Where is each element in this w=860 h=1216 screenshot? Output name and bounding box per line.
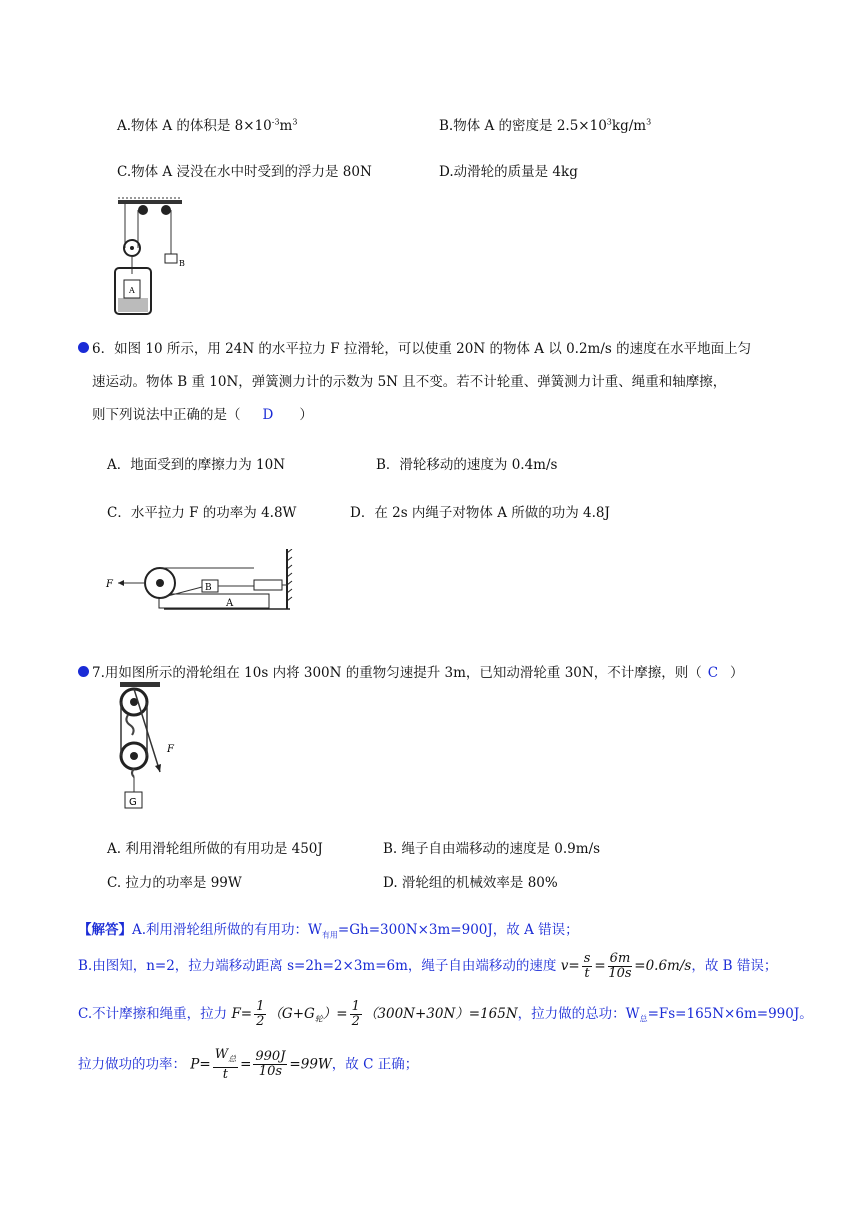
q6-answer: D <box>262 407 274 423</box>
q5-pulley-figure <box>110 196 200 318</box>
q6-fig-label-b: B <box>205 583 212 593</box>
q6-stem-line1: 6．如图 10 所示，用 24N 的水平拉力 F 拉滑轮，可以使重 20N 的物体 A 以 0.2m/s 的速度在水平地面上匀 <box>92 341 752 357</box>
solution-line3: C.不计摩擦和绳重，拉力 F= $\frac{1}{2}$ $(G+G_轮)=$ $\frac{1}{2}$ （300N+30N）=165N，拉力做的总功：$W_总=Fs=165N\times 6m=990J$。 <box>78 999 813 1029</box>
q5-option-b: B.物体 A 的密度是 $2.5\times 10^3kg/m^3$ <box>439 117 652 134</box>
q6-pulley-figure <box>104 549 294 611</box>
q6-option-c: C．水平拉力 F 的功率为 4.8W <box>107 505 297 521</box>
q7-answer: C <box>707 665 719 681</box>
q5-fig-label-a: A <box>129 286 135 295</box>
q7-option-a: A. 利用滑轮组所做的有用功是 450J <box>107 841 323 857</box>
q7-option-d: D. 滑轮组的机械效率是 80% <box>383 875 558 891</box>
q7-bullet <box>78 666 89 677</box>
q6-option-d: D．在 2s 内绳子对物体 A 所做的功为 4.8J <box>350 505 610 521</box>
q7-option-c: C. 拉力的功率是 99W <box>107 875 242 891</box>
q5-fig-label-b: B <box>179 259 185 268</box>
q5-option-d: D.动滑轮的质量是 4kg <box>439 164 578 180</box>
q7-option-b: B. 绳子自由端移动的速度是 0.9m/s <box>383 841 601 857</box>
q7-stem: 7.用如图所示的滑轮组在 10s 内将 300N 的重物匀速提升 3m，已知动滑轮重 30N，不计摩擦，则（ C ） <box>92 665 744 681</box>
q7-fig-label-f: F <box>167 744 174 755</box>
q6-fig-label-a: A <box>226 598 234 609</box>
solution-line1: 【解答】A.利用滑轮组所做的有用功：$W_{有用}=Gh=300N\times 3m=900J$，故 A 错误； <box>78 922 579 940</box>
q5-option-c: C.物体 A 浸没在水中时受到的浮力是 80N <box>117 164 372 180</box>
q6-fig-label-f: F <box>106 579 113 590</box>
q7-fig-label-g: G <box>129 797 137 808</box>
q6-bullet <box>78 342 89 353</box>
q6-stem-line2: 速运动。物体 B 重 10N，弹簧测力计的示数为 5N 且不变。若不计轮重、弹簧测力计重、绳重和轴摩擦， <box>92 374 727 390</box>
q6-option-b: B．滑轮移动的速度为 0.4m/s <box>376 457 558 473</box>
q6-option-a: A．地面受到的摩擦力为 10N <box>107 457 286 473</box>
q7-pulley-figure <box>110 682 190 812</box>
solution-line4: 拉力做功的功率： P= $\frac{W_总}{t}$ = $\frac{990J}{10s}$ =99W，故 C 正确； <box>78 1047 419 1082</box>
solution-line2: B.由图知，n=2，拉力端移动距离 s=2h=2×3m=6m，绳子自由端移动的速度 v= $\frac{s}{t}$ = $\frac{6m}{10s}$ =0.6m/s，故 B 错误； <box>78 951 778 981</box>
q6-stem-line3: 则下列说法中正确的是（ D ） <box>92 407 313 423</box>
q5-option-a: A.物体 A 的体积是 $8\times 10^{-3}m^3$ <box>117 117 298 134</box>
